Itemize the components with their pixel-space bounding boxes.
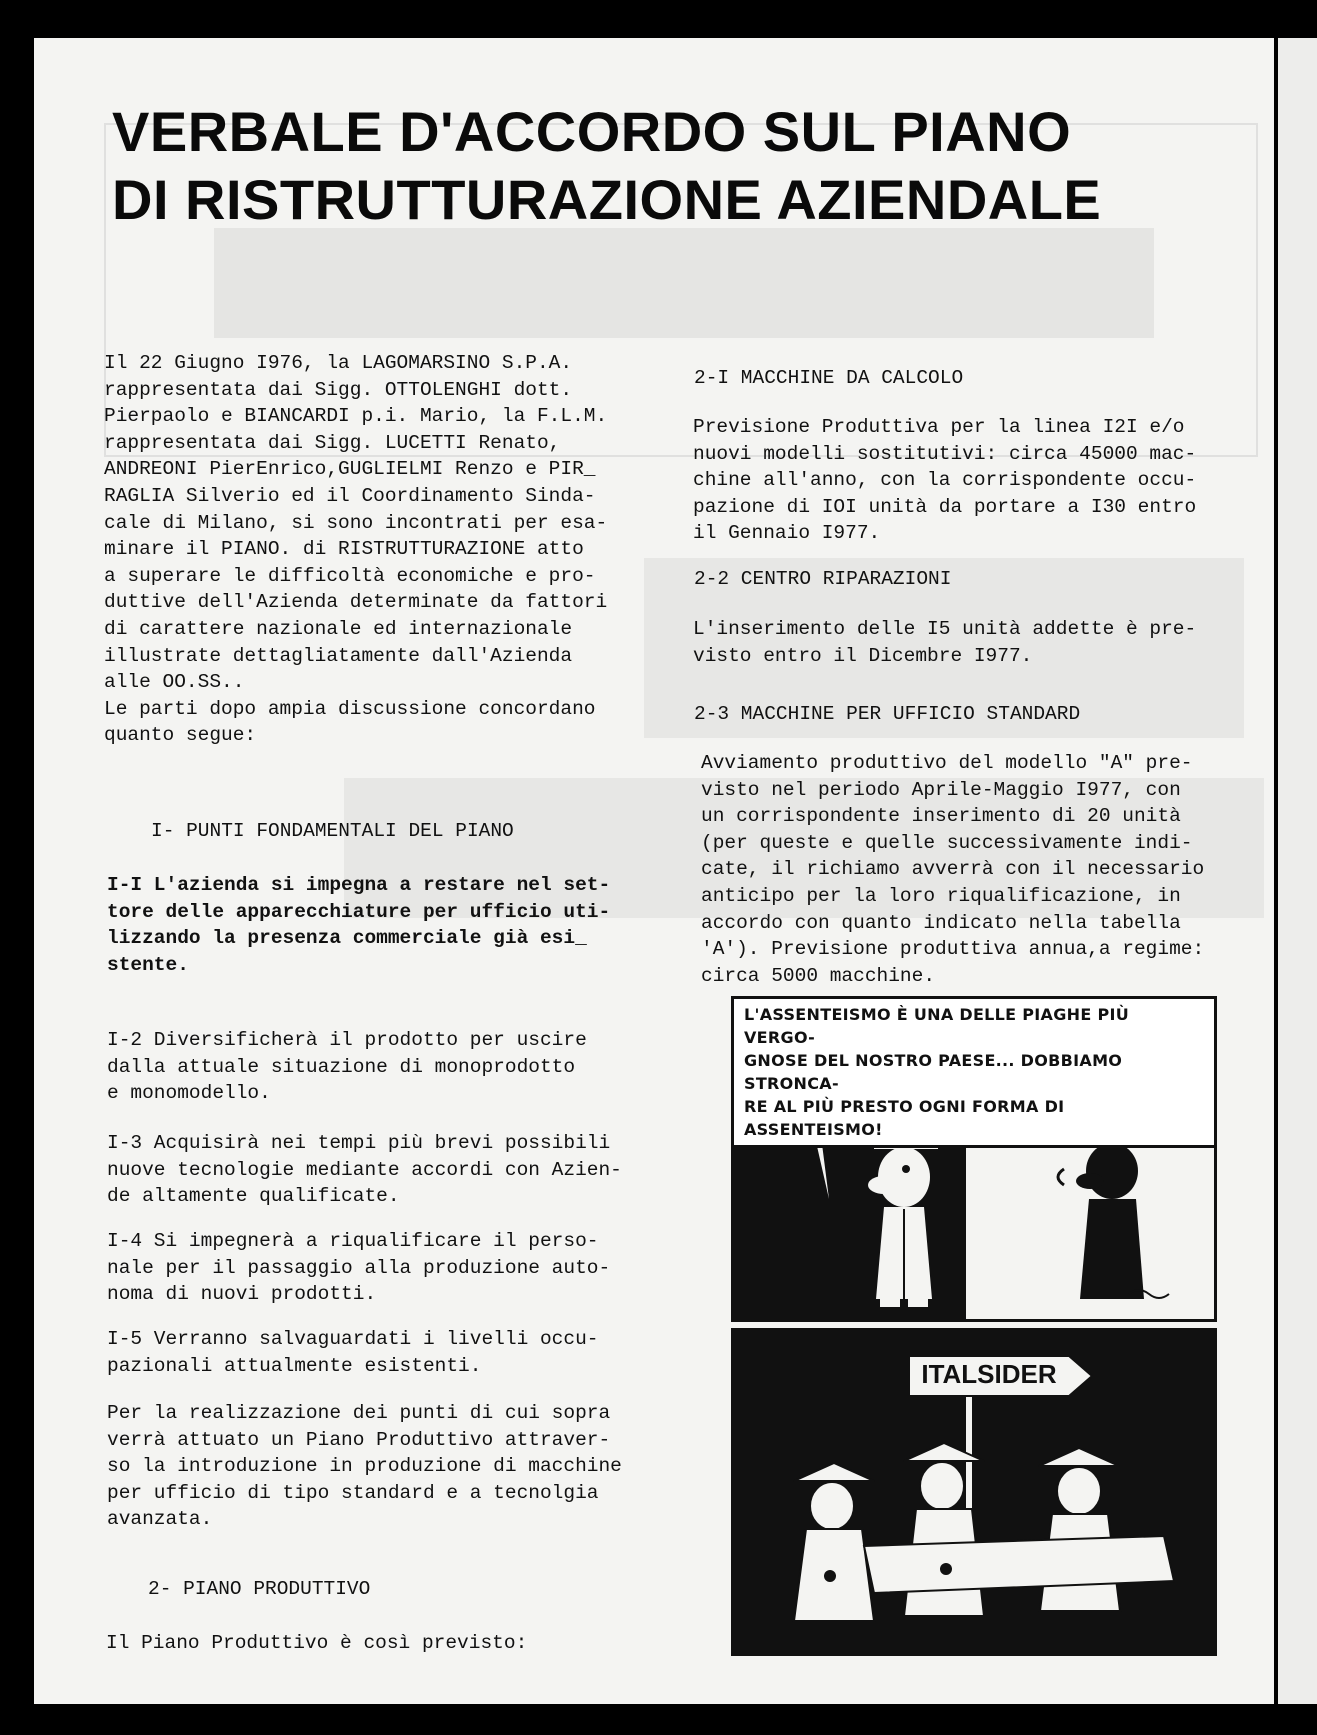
intro-paragraph: Il 22 Giugno I976, la LAGOMARSINO S.P.A. rappresentata dai Sigg. OTTOLENGHI dott. Pierpaolo e BIANCARDI p.i. Mario, la F.L.M. rappresentata dai Sigg. LUCETTI Renato, ANDREONI PierEnrico,GUGLIELMI Renzo e PIR_ RAGLIA Silverio ed il Coordinamento Sinda- cale di Milano, si sono incontrati per esa- minare il PIANO. di RISTRUTTURAZIONE atto a superare le difficoltà economiche e pro- duttive dell'Azienda determinate da fattori di carattere nazionale ed internazionale illustrate dettagliatamente dall'Azienda alle OO.SS.. Le parti dopo ampia discussione concordano quanto segue:	[104, 352, 608, 747]
point-1-1: I-I L'azienda si impegna a restare nel set- tore delle apparecchiature per ufficio uti- lizzando la presenza commerciale già esi_ stente.	[107, 874, 611, 976]
document-page	[34, 38, 1274, 1704]
cartoon-drawing	[734, 1331, 1214, 1653]
section-2-heading: 2- PIANO PRODUTTIVO	[148, 1578, 371, 1600]
section-2-1-text: Previsione Produttiva per la linea I2I e/o nuovi modelli sostitutivi: circa 45000 mac- chine all'anno, con la corrispondente occu- pazione di IOI unità da portare a I30 entro il Gennaio I977.	[693, 416, 1197, 545]
section-2-3-text: Avviamento produttivo del modello "A" pre- visto nel periodo Aprile-Maggio I977, con un corrispondente inserimento di 20 unità (per queste e quelle successivamente indi- cate, il richiamo avverrà con il necessario anticipo per la loro riqualificazione, in accordo con quanto indicato nella tabella 'A'). Previsione produttiva annua,a regime: circa 5000 macchine.	[701, 752, 1205, 987]
section-2-1-heading: 2-I MACCHINE DA CALCOLO	[694, 367, 964, 389]
italsider-sign-label: ITALSIDER	[921, 1359, 1057, 1389]
section-2-2-text: L'inserimento delle I5 unità addette è pre- visto entro il Dicembre I977.	[693, 618, 1197, 667]
point-1-5: I-5 Verranno salvaguardati i livelli occu- pazionali attualmente esistenti.	[107, 1328, 599, 1377]
production-plan-paragraph: Per la realizzazione dei punti di cui sopra verrà attuato un Piano Produttivo attraver- so la introduzione in produzione di macchine per ufficio di tipo standard e a tecnolgia avanzata.	[107, 1402, 622, 1531]
headline-line-2: DI RISTRUTTURAZIONE AZIENDALE	[112, 168, 1102, 231]
cartoon-caption: L'ASSENTEISMO È UNA DELLE PIAGHE PIÙ VERGO- GNOSE DEL NOSTRO PAESE... DOBBIAMO STRONCA- RE AL PIÙ PRESTO OGNI FORMA DI ASSENTEISMO!	[734, 999, 1214, 1148]
adjacent-page-edge	[1278, 38, 1317, 1704]
point-1-4: I-4 Si impegnerà a riqualificare il perso- nale per il passaggio alla produzione auto- noma di nuovi prodotti.	[107, 1230, 611, 1306]
headline-line-1: VERBALE D'ACCORDO SUL PIANO	[112, 100, 1072, 163]
headline	[112, 98, 1262, 234]
section-1-heading: I- PUNTI FONDAMENTALI DEL PIANO	[151, 820, 514, 842]
italsider-cartoon	[731, 1328, 1217, 1656]
point-1-3: I-3 Acquisirà nei tempi più brevi possibili nuove tecnologie mediante accordi con Azien- de altamente qualificate.	[107, 1132, 622, 1208]
section-2-intro: Il Piano Produttivo è così previsto:	[106, 1632, 528, 1654]
point-1-2: I-2 Diversificherà il prodotto per uscire dalla attuale situazione di monoprodotto e monomodello.	[107, 1029, 587, 1105]
section-2-2-heading: 2-2 CENTRO RIPARAZIONI	[694, 568, 952, 590]
section-2-3-heading: 2-3 MACCHINE PER UFFICIO STANDARD	[694, 703, 1081, 725]
assenteismo-cartoon	[731, 996, 1217, 1322]
bleed-through-block	[214, 228, 1154, 338]
